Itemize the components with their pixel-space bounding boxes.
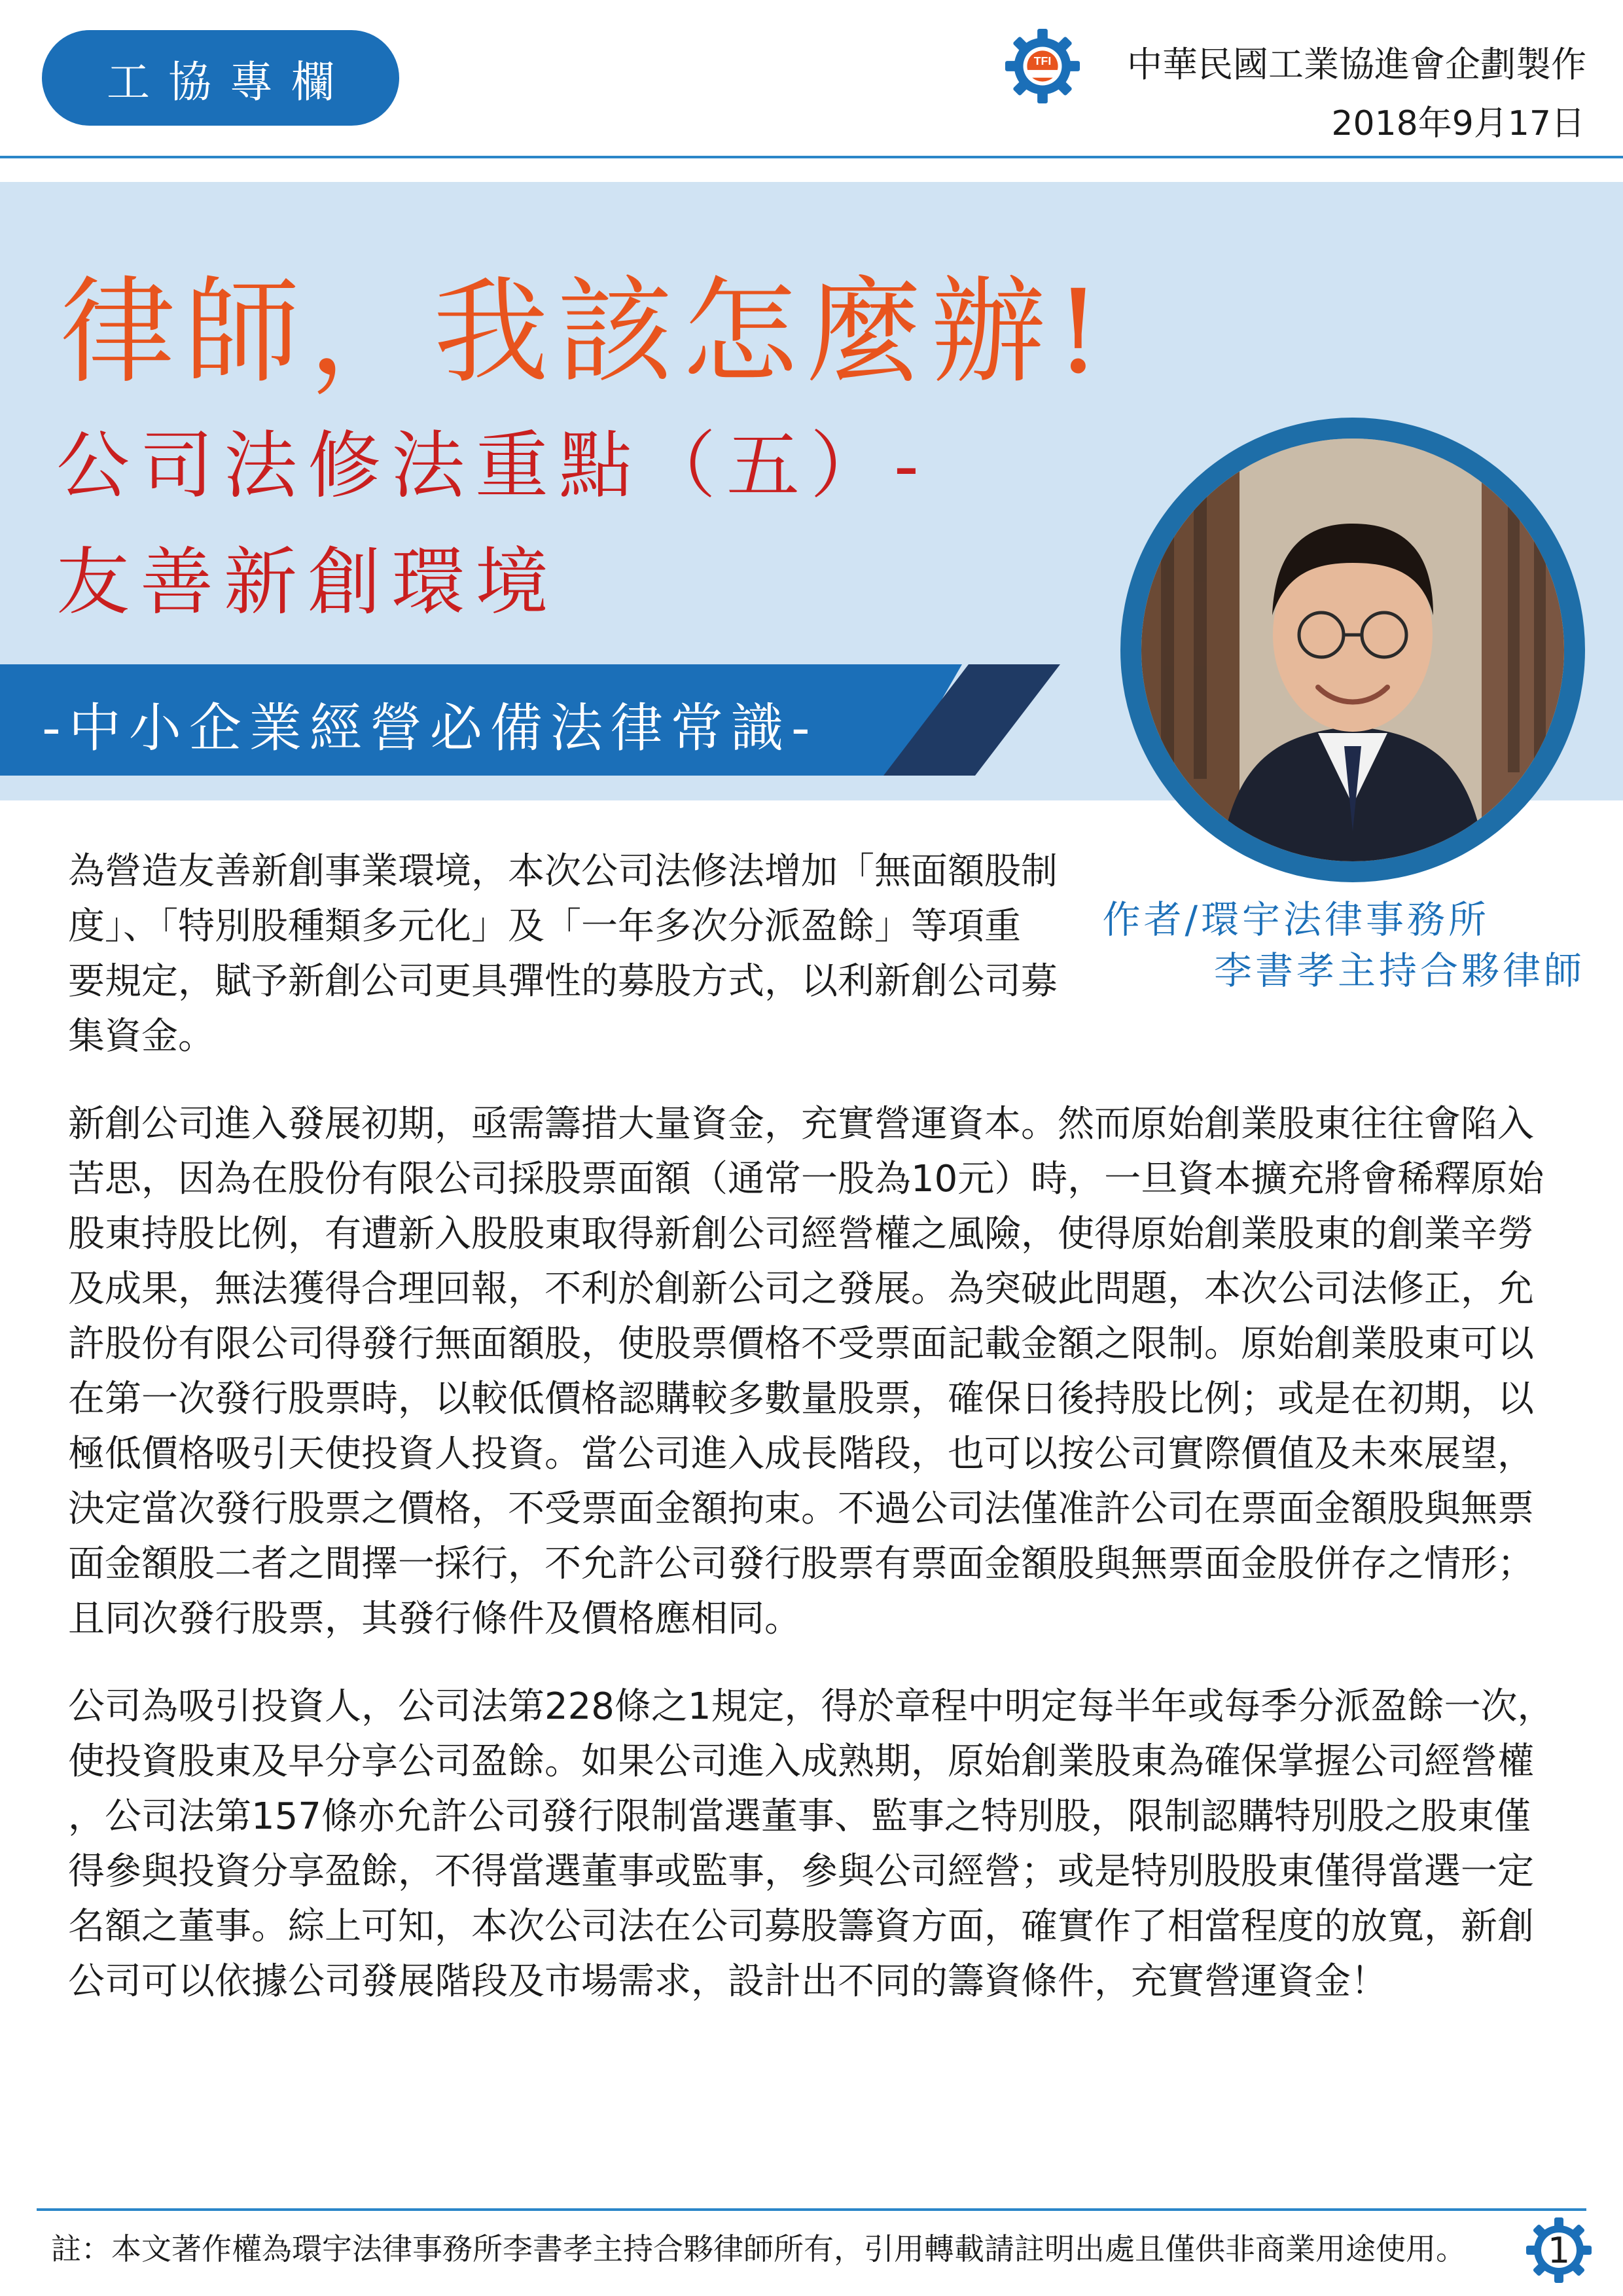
text-line: ，公司法第157條亦允許公司發行限制當選董事、監事之特別股，限制認購特別股之股東僅 <box>68 1795 1531 1838</box>
text-line: 極低價格吸引天使投資人投資。當公司進入成長階段，也可以按公司實際價值及未來展望， <box>68 1433 1534 1475</box>
text-line: 度」、「特別股種類多元化」及「一年多次分派盈餘」等項重 <box>68 905 1021 948</box>
issue-date: 2018年9月17日 <box>1331 104 1585 143</box>
author-line-1: 作者/環宇法律事務所 <box>1102 897 1489 942</box>
text-line: 名額之董事。綜上可知，本次公司法在公司募股籌資方面，確實作了相當程度的放寬，新創 <box>68 1905 1534 1948</box>
organization-name: 中華民國工業協進會企劃製作 <box>1127 44 1586 85</box>
text-line: 在第一次發行股票時，以較低價格認購較多數量股票，確保日後持股比例；或是在初期，以 <box>68 1378 1534 1420</box>
text-line: 決定當次發行股票之價格，不受票面金額拘束。不過公司法僅准許公司在票面金額股與無票 <box>68 1488 1534 1530</box>
text-line: 為營造友善新創事業環境，本次公司法修法增加「無面額股制 <box>68 850 1058 893</box>
text-line: 許股份有限公司得發行無面額股，使股票價格不受票面記載金額之限制。原始創業股東可以 <box>68 1323 1534 1365</box>
subtitle-line-2: 友善新創環境 <box>56 540 559 625</box>
text-line: 且同次發行股票，其發行條件及價格應相同。 <box>68 1598 801 1640</box>
author-line-2: 李書孝主持合夥律師 <box>1213 948 1585 993</box>
text-line: 苦思，因為在股份有限公司採股票面額（通常一股為10元）時，一旦資本擴充將會稀釋原始 <box>68 1158 1544 1200</box>
text-line: 得參與投資分享盈餘，不得當選董事或監事，參與公司經營；或是特別股股東僅得當選一定 <box>68 1850 1534 1893</box>
paragraph-no-par-value <box>68 1097 1560 1647</box>
series-banner-text: -中小企業經營必備法律常識- <box>42 698 818 759</box>
text-line: 及成果，無法獲得合理回報，不利於創新公司之發展。為突破此問題，本次公司法修正，允 <box>68 1268 1534 1310</box>
header-divider <box>0 156 1623 158</box>
text-line: 要規定，賦予新創公司更具彈性的募股方式，以利新創公司募 <box>68 960 1058 1003</box>
text-line: 新創公司進入發展初期，亟需籌措大量資金，充實營運資本。然而原始創業股東往往會陷入 <box>68 1103 1534 1145</box>
portrait-illustration <box>1141 439 1564 861</box>
author-portrait <box>1141 439 1564 861</box>
page-title: 律師，我該怎麼辦! <box>60 265 1111 399</box>
text-line: 使投資股東及早分享公司盈餘。如果公司進入成熟期，原始創業股東為確保掌握公司經營權 <box>68 1740 1534 1783</box>
page-number: 1 <box>1547 2229 1571 2271</box>
subtitle-line-1: 公司法修法重點（五）- <box>56 423 929 509</box>
logo-text: TFI <box>1033 54 1052 68</box>
footer-divider <box>37 2208 1586 2211</box>
text-line: 集資金。 <box>68 1015 215 1058</box>
paragraph-dividends-special-shares <box>68 1679 1560 2009</box>
copyright-note: 註：本文著作權為環宇法律事務所李書孝主持合夥律師所有，引用轉載請註明出處且僅供非商業用途使用。 <box>51 2231 1466 2267</box>
text-line: 股東持股比例，有遭新入股股東取得新創公司經營權之風險，使得原始創業股東的創業辛勞 <box>68 1213 1534 1255</box>
column-badge: 工協專欄 <box>42 30 399 126</box>
text-line: 公司為吸引投資人，公司法第228條之1規定，得於章程中明定每半年或每季分派盈餘一次， <box>68 1685 1554 1728</box>
text-line: 公司可以依據公司發展階段及市場需求，設計出不同的籌資條件，充實營運資金！ <box>68 1960 1387 2003</box>
text-line: 面金額股二者之間擇一採行，不允許公司發行股票有票面金額股與無票面金股併存之情形； <box>68 1543 1534 1585</box>
gear-logo-icon <box>1004 27 1081 105</box>
paragraph-intro <box>68 844 1058 1064</box>
